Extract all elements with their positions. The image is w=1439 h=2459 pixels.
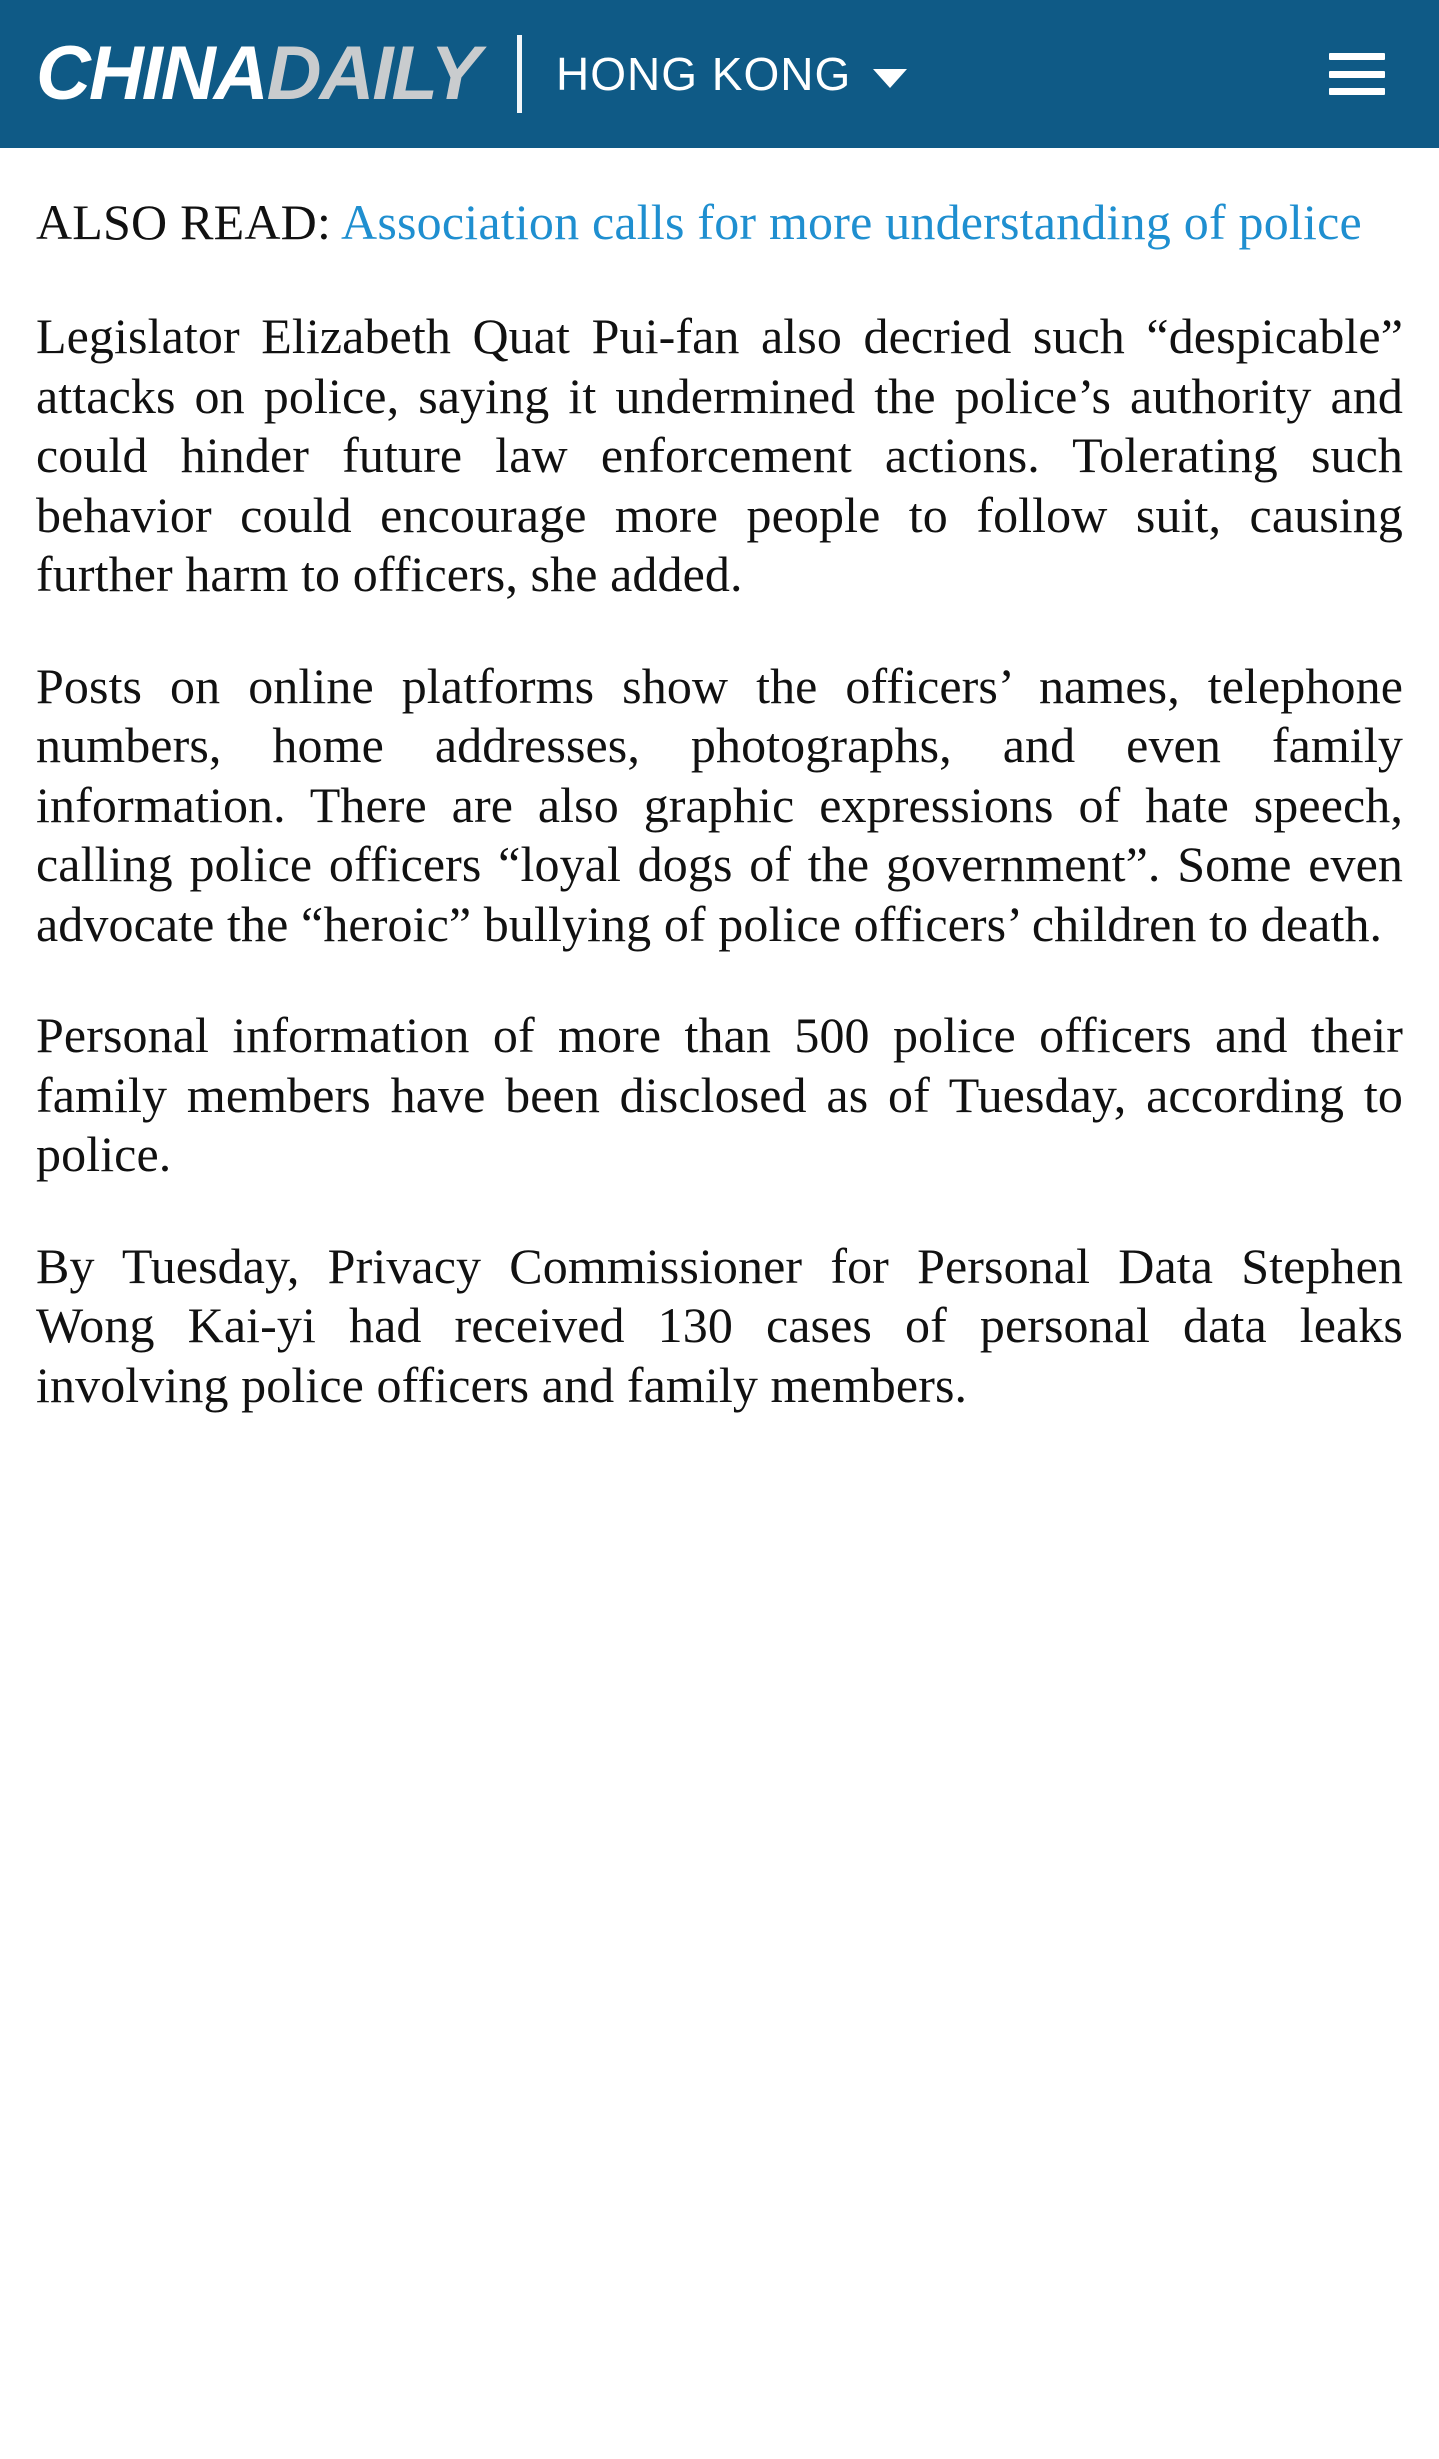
header-divider: [517, 35, 522, 113]
article-paragraph: Legislator Elizabeth Quat Pui-fan also decried such “despicable” attacks on police, saying it undermined the police’s authority and could hinder future law enforcement actions. Tolerating such behavior could encourage more people to follow suit, causing further harm to officers, she added.: [36, 308, 1403, 602]
hamburger-menu-icon[interactable]: [1329, 53, 1385, 95]
site-header: [0, 0, 1439, 148]
article-paragraph: By Tuesday, Privacy Commissioner for Personal Data Stephen Wong Kai-yi had received 130 cases of personal data leaks involving police officers and family members.: [36, 1237, 1403, 1413]
article-paragraph: Personal information of more than 500 police officers and their family members have been disclosed as of Tuesday, according to police.: [36, 1007, 1403, 1182]
edition-selector[interactable]: [556, 47, 907, 101]
logo-daily-text: DAILY: [266, 31, 480, 116]
chevron-down-icon: [873, 69, 907, 88]
also-read-link[interactable]: Association calls for more understanding of police: [341, 194, 1362, 250]
article-paragraph: Posts on online platforms show the officers’ names, telephone numbers, home addresses, photographs, and even family information. There are also graphic expressions of hate speech, calling police officers “loyal dogs of the government”. Some even advocate the “heroic” bullying of police officers’ children to death.: [36, 657, 1403, 952]
article-body: [0, 148, 1439, 1455]
logo-china-text: CHINA: [36, 31, 267, 116]
edition-label: HONG KONG: [556, 48, 852, 100]
china-daily-logo[interactable]: [36, 31, 480, 116]
also-read-label: ALSO READ:: [36, 194, 332, 250]
also-read-line: [36, 192, 1403, 253]
